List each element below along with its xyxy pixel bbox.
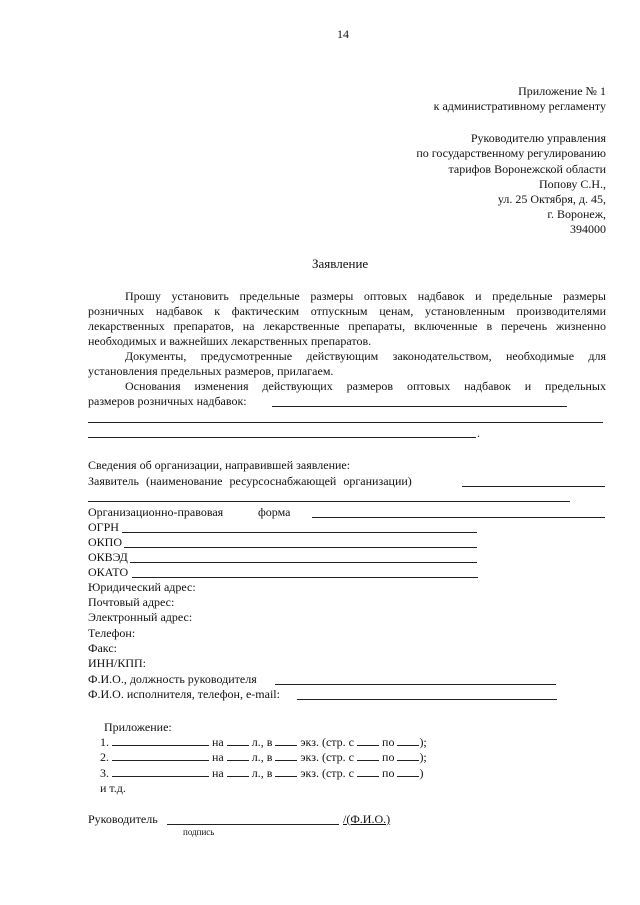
addressee-line: 394000 xyxy=(570,222,606,236)
reason-field-line[interactable] xyxy=(272,406,567,407)
applicant-label: Заявитель (наименование ресурсоснабжающей организации) xyxy=(88,474,412,488)
attachments-etc: и т.д. xyxy=(100,781,126,795)
page-number: 14 xyxy=(337,27,349,41)
addressee-line: по государственному регулированию xyxy=(416,146,606,160)
body-line: размеров розничных надбавок: xyxy=(88,394,247,408)
okato-field-line[interactable] xyxy=(132,577,478,578)
signature-fio: /(Ф.И.О.) xyxy=(343,812,391,826)
signature-field-line[interactable] xyxy=(167,824,339,825)
attachment-item: 2. на л., в экз. (стр. с по ); xyxy=(100,750,427,764)
body-line: необходимых и важнейших лекарственных препаратов. xyxy=(88,334,372,348)
head-name-field-line[interactable] xyxy=(275,684,556,685)
legal-form-label: Организационно-правовая xyxy=(88,505,224,519)
executor-field-line[interactable] xyxy=(297,699,557,700)
postal-address-label: Почтовый адрес: xyxy=(88,595,175,609)
inn-label: ИНН/КПП: xyxy=(88,656,147,670)
regulation-label: к административному регламенту xyxy=(433,99,606,113)
signature-caption: подпись xyxy=(183,827,215,837)
attachment-to-field[interactable] xyxy=(397,750,419,761)
okato-label: ОКАТО xyxy=(88,565,129,579)
attachment-from-field[interactable] xyxy=(357,735,379,746)
attachment-name-field[interactable] xyxy=(112,766,209,777)
legal-form-label: форма xyxy=(258,505,291,519)
ogrn-label: ОГРН xyxy=(88,520,119,534)
head-name-label: Ф.И.О., должность руководителя xyxy=(88,672,257,686)
ogrn-field-line[interactable] xyxy=(122,532,477,533)
body-line: Документы, предусмотренные действующим законодательством, необходимые для xyxy=(125,349,606,363)
attachment-from-field[interactable] xyxy=(357,766,379,777)
attachment-pages-field[interactable] xyxy=(227,766,249,777)
addressee-line: Попову С.Н., xyxy=(538,177,606,191)
body-line: Прошу установить предельные размеры оптовых надбавок и предельные размеры xyxy=(125,289,606,303)
appendix-label: Приложение № 1 xyxy=(518,84,606,98)
attachment-name-field[interactable] xyxy=(112,735,209,746)
org-heading: Сведения об организации, направившей заявление: xyxy=(88,458,351,472)
attachment-to-field[interactable] xyxy=(397,766,419,777)
attachment-pages-field[interactable] xyxy=(227,750,249,761)
signature-label: Руководитель xyxy=(88,812,158,826)
email-address-label: Электронный адрес: xyxy=(88,610,193,624)
attachment-item: 3. на л., в экз. (стр. с по ) xyxy=(100,766,424,780)
addressee-line: г. Воронеж, xyxy=(547,207,606,221)
attachment-pages-field[interactable] xyxy=(227,735,249,746)
addressee-line: ул. 25 Октября, д. 45, xyxy=(497,192,606,206)
attachment-to-field[interactable] xyxy=(397,735,419,746)
applicant-field-line[interactable] xyxy=(88,501,570,502)
body-line: Основания изменения действующих размеров оптовых надбавок и предельных xyxy=(125,379,606,393)
addressee-line: тарифов Воронежской области xyxy=(448,162,606,176)
okpo-field-line[interactable] xyxy=(124,547,477,548)
executor-label: Ф.И.О. исполнителя, телефон, e-mail: xyxy=(88,687,280,701)
body-line: установления предельных размеров, прилагаем. xyxy=(88,364,334,378)
fax-label: Факс: xyxy=(88,641,117,655)
end-dot: . xyxy=(477,426,480,440)
legal-address-label: Юридический адрес: xyxy=(88,580,196,594)
phone-label: Телефон: xyxy=(88,626,136,640)
okved-label: ОКВЭД xyxy=(88,550,128,564)
reason-field-line[interactable] xyxy=(88,437,476,438)
attachment-name-field[interactable] xyxy=(112,750,209,761)
body-line: розничных надбавок к фактическим отпускным ценам, установленным производителями xyxy=(88,304,606,318)
attachment-copies-field[interactable] xyxy=(275,750,297,761)
body-line: лекарственных препаратов, на лекарственные препараты, включенные в перечень жизненно xyxy=(88,319,606,333)
attachment-copies-field[interactable] xyxy=(275,735,297,746)
applicant-field-line[interactable] xyxy=(462,486,605,487)
okpo-label: ОКПО xyxy=(88,535,123,549)
attachment-item: 1. на л., в экз. (стр. с по ); xyxy=(100,735,427,749)
addressee-line: Руководителю управления xyxy=(470,131,606,145)
reason-field-line[interactable] xyxy=(88,422,603,423)
document-title: Заявление xyxy=(312,256,369,271)
legal-form-field-line[interactable] xyxy=(312,517,605,518)
attachment-copies-field[interactable] xyxy=(275,766,297,777)
okved-field-line[interactable] xyxy=(130,562,477,563)
attachments-heading: Приложение: xyxy=(104,720,172,734)
attachment-from-field[interactable] xyxy=(357,750,379,761)
